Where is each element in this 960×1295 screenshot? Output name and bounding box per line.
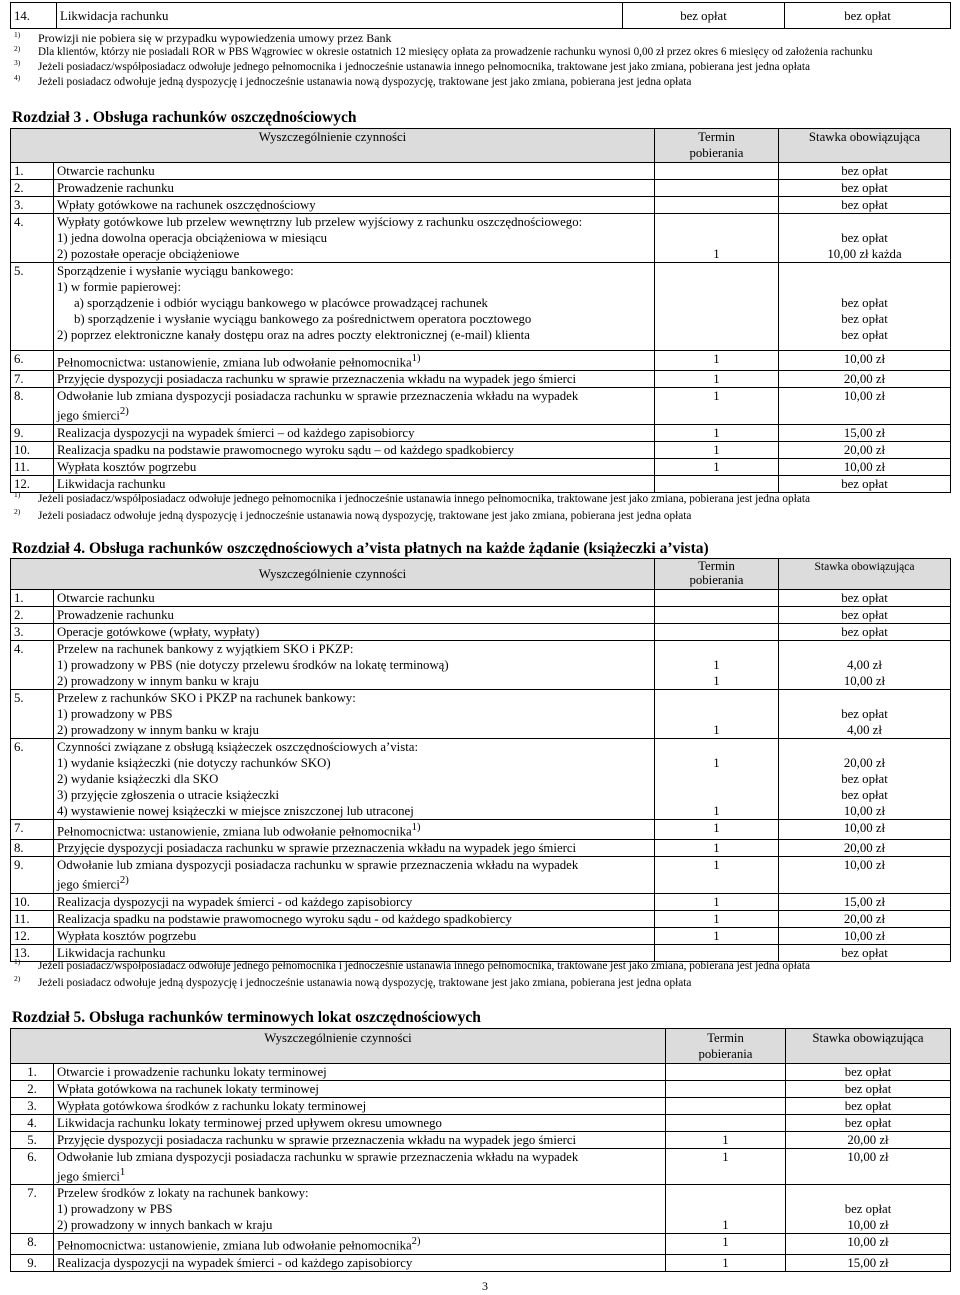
row-number: 5. bbox=[11, 263, 54, 351]
row-rate: 10,00 zł bbox=[779, 351, 951, 371]
row-line: 2) prowadzony w innych bankach w kraju bbox=[57, 1218, 273, 1233]
row-term: 1 bbox=[666, 1132, 786, 1149]
row-number: 5. bbox=[11, 690, 54, 739]
row-number: 8. bbox=[11, 1234, 54, 1254]
row-number: 10. bbox=[11, 893, 54, 910]
row-number: 6. bbox=[11, 1149, 54, 1185]
row-number: 11. bbox=[11, 458, 54, 475]
row-term bbox=[655, 197, 779, 214]
row-rate: 10,00 zł bbox=[779, 927, 951, 944]
row-line: 1 bbox=[713, 804, 720, 818]
table-row bbox=[11, 424, 951, 441]
row-term bbox=[655, 163, 779, 180]
row-rate: 20,00 zł bbox=[786, 1132, 951, 1149]
row-term bbox=[655, 263, 779, 351]
row-description: Prowadzenie rachunku bbox=[54, 180, 655, 197]
row-line: bez opłat bbox=[841, 328, 888, 342]
row-number: 6. bbox=[11, 739, 54, 820]
row-rate bbox=[786, 1185, 951, 1234]
row-term: 1 bbox=[655, 441, 779, 458]
table-row bbox=[11, 163, 951, 180]
row-term: 1 bbox=[655, 351, 779, 371]
table-row bbox=[11, 475, 951, 492]
row-number: 8. bbox=[11, 840, 54, 857]
table-row bbox=[11, 180, 951, 197]
row-line: 1 bbox=[713, 756, 720, 770]
header-term-line1: Termin bbox=[707, 1031, 744, 1045]
header-term-line2: pobierania bbox=[698, 1047, 753, 1061]
row-term: 1 bbox=[655, 893, 779, 910]
row-number: 9. bbox=[11, 424, 54, 441]
row-line: Przelew na rachunek bankowy z wyjątkiem SKO i PKZP: bbox=[57, 642, 354, 656]
row-description: Przyjęcie dyspozycji posiadacza rachunku w sprawie przeznaczenia wkładu na wypadek jego śmierci bbox=[54, 840, 655, 857]
footnote-marker: 2) bbox=[14, 507, 21, 516]
row-rate bbox=[779, 214, 951, 263]
table-row bbox=[11, 1149, 951, 1185]
row-rate bbox=[779, 739, 951, 820]
row-line: bez opłat bbox=[841, 788, 888, 802]
table-row bbox=[11, 441, 951, 458]
footnote-text: Jeżeli posiadacz/współposiadacz odwołuje jednego pełnomocnika i jednocześnie ustanawia innego pełnomocnika, traktowane jest jako zmiana, pobierana jest jedna opłata bbox=[38, 493, 810, 505]
table-row bbox=[11, 690, 951, 739]
table-row bbox=[11, 624, 951, 641]
row-term bbox=[666, 1081, 786, 1098]
row-number: 2. bbox=[11, 180, 54, 197]
row-rate: bez opłat bbox=[786, 1098, 951, 1115]
row-description bbox=[54, 351, 655, 371]
table-row bbox=[11, 371, 951, 388]
row-text: Pełnomocnictwa: ustanowienie, zmiana lub odwołanie pełnomocnika bbox=[57, 1238, 412, 1253]
row-number: 4. bbox=[11, 1115, 54, 1132]
row-line: 1) w formie papierowej: bbox=[57, 280, 182, 294]
row-rate: bez opłat bbox=[779, 607, 951, 624]
row-description: Realizacja dyspozycji na wypadek śmierci – od każdego zapisobiorcy bbox=[54, 424, 655, 441]
row-number: 12. bbox=[11, 927, 54, 944]
row-description: Przyjęcie dyspozycji posiadacza rachunku w sprawie przeznaczenia wkładu na wypadek jego śmierci bbox=[54, 371, 655, 388]
row-description: Likwidacja rachunku lokaty terminowej przed upływem okresu umownego bbox=[54, 1115, 666, 1132]
row-description: Likwidacja rachunku bbox=[57, 3, 623, 29]
row-description: Otwarcie rachunku bbox=[54, 590, 655, 607]
section-5-table bbox=[10, 1028, 951, 1272]
row-line: 10,00 zł bbox=[843, 674, 886, 688]
row-line: 1) prowadzony w PBS bbox=[57, 1202, 173, 1217]
top-table bbox=[10, 2, 951, 29]
row-description: Wypłata gotówkowa środków z rachunku lokaty terminowej bbox=[54, 1098, 666, 1115]
row-number: 4. bbox=[11, 641, 54, 690]
row-rate: 15,00 zł bbox=[779, 424, 951, 441]
row-description bbox=[54, 388, 655, 424]
footnote-text: Jeżeli posiadacz odwołuje jedną dyspozycję i jednocześnie ustanawia nową dyspozycję, traktowane jest jako zmiana, pobierana jest jedna opłata bbox=[38, 76, 692, 88]
row-line: Sporządzenie i wysłanie wyciągu bankowego: bbox=[57, 264, 294, 278]
row-line: jego śmierci bbox=[57, 877, 120, 892]
footnote-ref: 2) bbox=[411, 1236, 421, 1248]
row-description: Otwarcie rachunku bbox=[54, 163, 655, 180]
row-line: bez opłat bbox=[841, 707, 888, 721]
header-activity: Wyszczególnienie czynności bbox=[11, 1029, 666, 1064]
footnote-ref: 2) bbox=[119, 406, 129, 418]
row-term bbox=[655, 641, 779, 690]
row-rate: bez opłat bbox=[779, 590, 951, 607]
row-term: 1 bbox=[655, 820, 779, 840]
table-row bbox=[11, 1081, 951, 1098]
row-description bbox=[54, 857, 655, 893]
row-term: 1 bbox=[666, 1234, 786, 1254]
row-rate: bez opłat bbox=[779, 475, 951, 492]
header-term-line2: pobierania bbox=[689, 573, 744, 587]
row-line: 1 bbox=[713, 723, 720, 737]
table-row bbox=[11, 927, 951, 944]
row-line: Przelew z rachunków SKO i PKZP na rachunek bankowy: bbox=[57, 691, 356, 705]
row-description bbox=[54, 1149, 666, 1185]
row-term bbox=[666, 1064, 786, 1081]
table-row bbox=[11, 197, 951, 214]
footnote-text: Jeżeli posiadacz odwołuje jedną dyspozycję i jednocześnie ustanawia nową dyspozycję, traktowane jest jako zmiana, pobierana jest jedna opłata bbox=[38, 977, 692, 989]
row-number: 2. bbox=[11, 1081, 54, 1098]
row-term bbox=[655, 180, 779, 197]
row-line: Wypłaty gotówkowe lub przelew wewnętrzny lub przelew wyjściowy z rachunku oszczędnościowego: bbox=[57, 215, 583, 229]
header-rate: Stawka obowiązująca bbox=[786, 1029, 951, 1064]
footnote-marker: 3) bbox=[14, 58, 21, 67]
row-line: 1) jedna dowolna operacja obciążeniowa w miesiącu bbox=[57, 231, 328, 245]
row-description: Operacje gotówkowe (wpłaty, wypłaty) bbox=[54, 624, 655, 641]
row-rate: 20,00 zł bbox=[779, 441, 951, 458]
row-term: 1 bbox=[655, 840, 779, 857]
row-term: 1 bbox=[655, 927, 779, 944]
table-row bbox=[11, 607, 951, 624]
table-row bbox=[11, 739, 951, 820]
row-rate: bez opłat bbox=[779, 944, 951, 961]
row-description: Likwidacja rachunku bbox=[54, 475, 655, 492]
header-activity: Wyszczególnienie czynności bbox=[11, 559, 655, 590]
table-row bbox=[11, 641, 951, 690]
row-number: 1. bbox=[11, 590, 54, 607]
row-rate: 15,00 zł bbox=[779, 893, 951, 910]
row-term bbox=[655, 690, 779, 739]
footnote-text: Dla klientów, którzy nie posiadali ROR w PBS Wągrowiec w okresie ostatnich 12 miesięcy opłata za prowadzenie rachunku wynosi 0,00 zł przez okres 6 miesięcy od założenia rachunku bbox=[38, 46, 873, 58]
row-number: 11. bbox=[11, 910, 54, 927]
table-row bbox=[11, 1234, 951, 1254]
row-number: 7. bbox=[11, 820, 54, 840]
row-line: 2) prowadzony w innym banku w kraju bbox=[57, 723, 259, 737]
row-text: Pełnomocnictwa: ustanowienie, zmiana lub odwołanie pełnomocnika bbox=[57, 355, 412, 370]
row-description: Wypłata kosztów pogrzebu bbox=[54, 927, 655, 944]
row-line: 10,00 zł bbox=[843, 804, 886, 818]
row-rate: bez opłat bbox=[779, 163, 951, 180]
row-line: 1 bbox=[722, 1218, 729, 1233]
section-3-table bbox=[10, 128, 951, 493]
row-term bbox=[655, 624, 779, 641]
row-term bbox=[655, 590, 779, 607]
footnote-text: Prowizji nie pobiera się w przypadku wypowiedzenia umowy przez Bank bbox=[38, 31, 392, 45]
section-3-title: Rozdział 3 . Obsługa rachunków oszczędnościowych bbox=[12, 109, 357, 126]
row-number: 9. bbox=[11, 1254, 54, 1271]
row-line: 1) wydanie książeczki (nie dotyczy rachunków SKO) bbox=[57, 756, 331, 770]
row-term bbox=[666, 1185, 786, 1234]
row-rate: bez opłat bbox=[786, 1064, 951, 1081]
row-number: 1. bbox=[11, 163, 54, 180]
row-number: 2. bbox=[11, 607, 54, 624]
table-row bbox=[11, 458, 951, 475]
table-row bbox=[11, 1185, 951, 1234]
row-number: 7. bbox=[11, 1185, 54, 1234]
table-row bbox=[11, 1254, 951, 1271]
row-line: bez opłat bbox=[841, 772, 888, 786]
footnote-marker: 1) bbox=[14, 957, 21, 966]
row-rate bbox=[779, 263, 951, 351]
row-line: bez opłat bbox=[841, 296, 888, 310]
row-rate: 10,00 zł bbox=[786, 1234, 951, 1254]
row-line: 1) prowadzony w PBS bbox=[57, 707, 173, 721]
table-row bbox=[11, 590, 951, 607]
header-term bbox=[666, 1029, 786, 1064]
row-description: Realizacja spadku na podstawie prawomocnego wyroku sądu - od każdego spadkobiercy bbox=[54, 910, 655, 927]
row-number: 1. bbox=[11, 1064, 54, 1081]
row-description bbox=[54, 690, 655, 739]
header-term bbox=[655, 559, 779, 590]
row-term: 1 bbox=[655, 910, 779, 927]
row-rate bbox=[779, 641, 951, 690]
row-rate: 20,00 zł bbox=[779, 371, 951, 388]
row-number: 3. bbox=[11, 197, 54, 214]
page-number: 3 bbox=[482, 1279, 488, 1293]
header-term bbox=[655, 129, 779, 163]
row-description: Przyjęcie dyspozycji posiadacza rachunku w sprawie przeznaczenia wkładu na wypadek jego śmierci bbox=[54, 1132, 666, 1149]
row-line: Odwołanie lub zmiana dyspozycji posiadacza rachunku w sprawie przeznaczenia wkładu na wypadek bbox=[57, 1150, 579, 1164]
row-rate: 10,00 zł bbox=[779, 388, 951, 424]
table-header bbox=[11, 559, 951, 590]
row-term: 1 bbox=[655, 857, 779, 893]
row-rate: 15,00 zł bbox=[786, 1254, 951, 1271]
row-text: Pełnomocnictwa: ustanowienie, zmiana lub odwołanie pełnomocnika bbox=[57, 824, 412, 839]
row-line: jego śmierci bbox=[57, 1169, 120, 1184]
row-line: b) sporządzenie i wysłanie wyciągu bankowego za pośrednictwem operatora pocztowego bbox=[74, 312, 532, 326]
row-rate: 20,00 zł bbox=[779, 840, 951, 857]
footnote-marker: 1) bbox=[14, 490, 21, 499]
row-line: 4,00 zł bbox=[847, 723, 882, 737]
table-row bbox=[11, 820, 951, 840]
row-line: 1 bbox=[713, 658, 720, 672]
footnote-text: Jeżeli posiadacz/współposiadacz odwołuje jednego pełnomocnika i jednocześnie ustanawia innego pełnomocnika, traktowane jest jako zmiana, pobierana jest jedna opłata bbox=[38, 960, 810, 972]
row-rate: bez opłat bbox=[779, 624, 951, 641]
row-term bbox=[666, 1098, 786, 1115]
row-rate: 10,00 zł bbox=[779, 820, 951, 840]
table-row bbox=[11, 214, 951, 263]
row-description bbox=[54, 641, 655, 690]
section-4-title: Rozdział 4. Obsługa rachunków oszczędnościowych a’vista płatnych na każde żądanie (książeczki a’vista) bbox=[12, 540, 709, 557]
row-line: Odwołanie lub zmiana dyspozycji posiadacza rachunku w sprawie przeznaczenia wkładu na wypadek bbox=[57, 389, 579, 404]
table-row bbox=[11, 351, 951, 371]
row-description: Wpłaty gotówkowe na rachunek oszczędnościowy bbox=[54, 197, 655, 214]
row-number: 4. bbox=[11, 214, 54, 263]
row-line: bez opłat bbox=[841, 312, 888, 326]
row-term: bez opłat bbox=[623, 3, 785, 29]
row-rate: 10,00 zł bbox=[779, 458, 951, 475]
footnote-marker: 2) bbox=[14, 44, 21, 53]
row-rate: bez opłat bbox=[779, 180, 951, 197]
row-term: 1 bbox=[655, 458, 779, 475]
row-line: 1 bbox=[713, 247, 720, 261]
row-line: 2) pozostałe operacje obciążeniowe bbox=[57, 247, 240, 261]
row-number: 10. bbox=[11, 441, 54, 458]
row-line: 4,00 zł bbox=[847, 658, 882, 672]
row-rate: bez opłat bbox=[785, 3, 951, 29]
row-number: 12. bbox=[11, 475, 54, 492]
header-rate: Stawka obowiązująca bbox=[779, 559, 951, 590]
row-rate: 10,00 zł bbox=[779, 857, 951, 893]
footnote-ref: 1) bbox=[411, 822, 421, 833]
table-row bbox=[11, 857, 951, 893]
row-rate: 20,00 zł bbox=[779, 910, 951, 927]
footnote-text: Jeżeli posiadacz/współposiadacz odwołuje jednego pełnomocnika i jednocześnie ustanawia innego pełnomocnika, traktowane jest jako zmiana, pobierana jest jedna opłata bbox=[38, 61, 810, 73]
row-line: 10,00 zł każda bbox=[827, 247, 902, 261]
row-description bbox=[54, 1185, 666, 1234]
row-description bbox=[54, 820, 655, 840]
table-row bbox=[11, 893, 951, 910]
row-term: 1 bbox=[655, 371, 779, 388]
row-line: Czynności związane z obsługą książeczek oszczędnościowych a’vista: bbox=[57, 740, 419, 754]
row-line: a) sporządzenie i odbiór wyciągu bankowego w placówce prowadzącej rachunek bbox=[74, 296, 488, 310]
footnote-ref: 1) bbox=[411, 353, 421, 364]
row-description bbox=[54, 263, 655, 351]
row-term: 1 bbox=[666, 1149, 786, 1185]
row-description bbox=[54, 214, 655, 263]
row-line: Przelew środków z lokaty na rachunek bankowy: bbox=[57, 1186, 309, 1201]
row-term bbox=[655, 475, 779, 492]
footnote-marker: 4) bbox=[14, 73, 21, 82]
row-line: jego śmierci bbox=[57, 408, 120, 423]
table-row bbox=[11, 388, 951, 424]
row-term bbox=[655, 739, 779, 820]
row-description: Realizacja dyspozycji na wypadek śmierci - od każdego zapisobiorcy bbox=[54, 1254, 666, 1271]
table-row bbox=[11, 3, 951, 29]
row-number: 6. bbox=[11, 351, 54, 371]
row-rate: bez opłat bbox=[786, 1115, 951, 1132]
row-line: 1 bbox=[713, 674, 720, 688]
table-row bbox=[11, 1098, 951, 1115]
header-activity: Wyszczególnienie czynności bbox=[11, 129, 655, 163]
row-line: 1) prowadzony w PBS (nie dotyczy przelewu środków na lokatę terminową) bbox=[57, 658, 449, 672]
section-4-table bbox=[10, 558, 951, 962]
row-description bbox=[54, 739, 655, 820]
header-term-line1: Termin bbox=[698, 559, 735, 573]
row-rate: bez opłat bbox=[786, 1081, 951, 1098]
row-description: Prowadzenie rachunku bbox=[54, 607, 655, 624]
table-row bbox=[11, 910, 951, 927]
table-header bbox=[11, 1029, 951, 1064]
row-term bbox=[655, 607, 779, 624]
table-row bbox=[11, 1115, 951, 1132]
row-line: 4) wystawienie nowej książeczki w miejsce zniszczonej lub utraconej bbox=[57, 804, 414, 818]
row-number: 7. bbox=[11, 371, 54, 388]
row-number: 3. bbox=[11, 624, 54, 641]
row-term bbox=[655, 214, 779, 263]
row-line: 10,00 zł bbox=[847, 1218, 889, 1233]
table-row bbox=[11, 840, 951, 857]
row-line: Odwołanie lub zmiana dyspozycji posiadacza rachunku w sprawie przeznaczenia wkładu na wypadek bbox=[57, 858, 579, 873]
row-line: 20,00 zł bbox=[843, 756, 886, 770]
row-number: 9. bbox=[11, 857, 54, 893]
table-row bbox=[11, 263, 951, 351]
row-line: 3) przyjęcie zgłoszenia o utracie książeczki bbox=[57, 788, 280, 802]
footnote-marker: 2) bbox=[14, 974, 21, 983]
footnote-ref: 1 bbox=[119, 1167, 126, 1178]
row-number: 13. bbox=[11, 944, 54, 961]
row-line: 2) wydanie książeczki dla SKO bbox=[57, 772, 219, 786]
row-number: 14. bbox=[11, 3, 57, 29]
row-number: 5. bbox=[11, 1132, 54, 1149]
table-row bbox=[11, 1064, 951, 1081]
header-term-line2: pobierania bbox=[689, 146, 744, 160]
row-rate: 10,00 zł bbox=[786, 1149, 951, 1185]
footnote-text: Jeżeli posiadacz odwołuje jedną dyspozycję i jednocześnie ustanawia nową dyspozycję, traktowane jest jako zmiana, pobierana jest jedna opłata bbox=[38, 510, 692, 522]
row-description: Likwidacja rachunku bbox=[54, 944, 655, 961]
row-number: 3. bbox=[11, 1098, 54, 1115]
row-term: 1 bbox=[655, 388, 779, 424]
row-term: 1 bbox=[666, 1254, 786, 1271]
row-description: Realizacja spadku na podstawie prawomocnego wyroku sądu – od każdego spadkobiercy bbox=[54, 441, 655, 458]
row-rate: bez opłat bbox=[779, 197, 951, 214]
row-term: 1 bbox=[655, 424, 779, 441]
section-5-title: Rozdział 5. Obsługa rachunków terminowych lokat oszczędnościowych bbox=[12, 1009, 481, 1026]
row-description: Wypłata kosztów pogrzebu bbox=[54, 458, 655, 475]
row-description: Otwarcie i prowadzenie rachunku lokaty terminowej bbox=[54, 1064, 666, 1081]
header-rate: Stawka obowiązująca bbox=[779, 129, 951, 163]
row-description bbox=[54, 1234, 666, 1254]
row-line: 2) poprzez elektroniczne kanały dostępu oraz na adres poczty elektronicznej (e-mail) klienta bbox=[57, 328, 530, 342]
row-description: Wpłata gotówkowa na rachunek lokaty terminowej bbox=[54, 1081, 666, 1098]
row-line: 2) prowadzony w innym banku w kraju bbox=[57, 674, 259, 688]
row-description: Realizacja dyspozycji na wypadek śmierci - od każdego zapisobiorcy bbox=[54, 893, 655, 910]
row-term bbox=[666, 1115, 786, 1132]
table-row bbox=[11, 1132, 951, 1149]
table-header bbox=[11, 129, 951, 163]
footnote-ref: 2) bbox=[119, 875, 129, 887]
header-term-line1: Termin bbox=[698, 130, 735, 144]
row-number: 8. bbox=[11, 388, 54, 424]
row-line: bez opłat bbox=[844, 1202, 892, 1217]
row-line: bez opłat bbox=[841, 231, 888, 245]
row-rate bbox=[779, 690, 951, 739]
footnote-marker: 1) bbox=[14, 30, 21, 39]
